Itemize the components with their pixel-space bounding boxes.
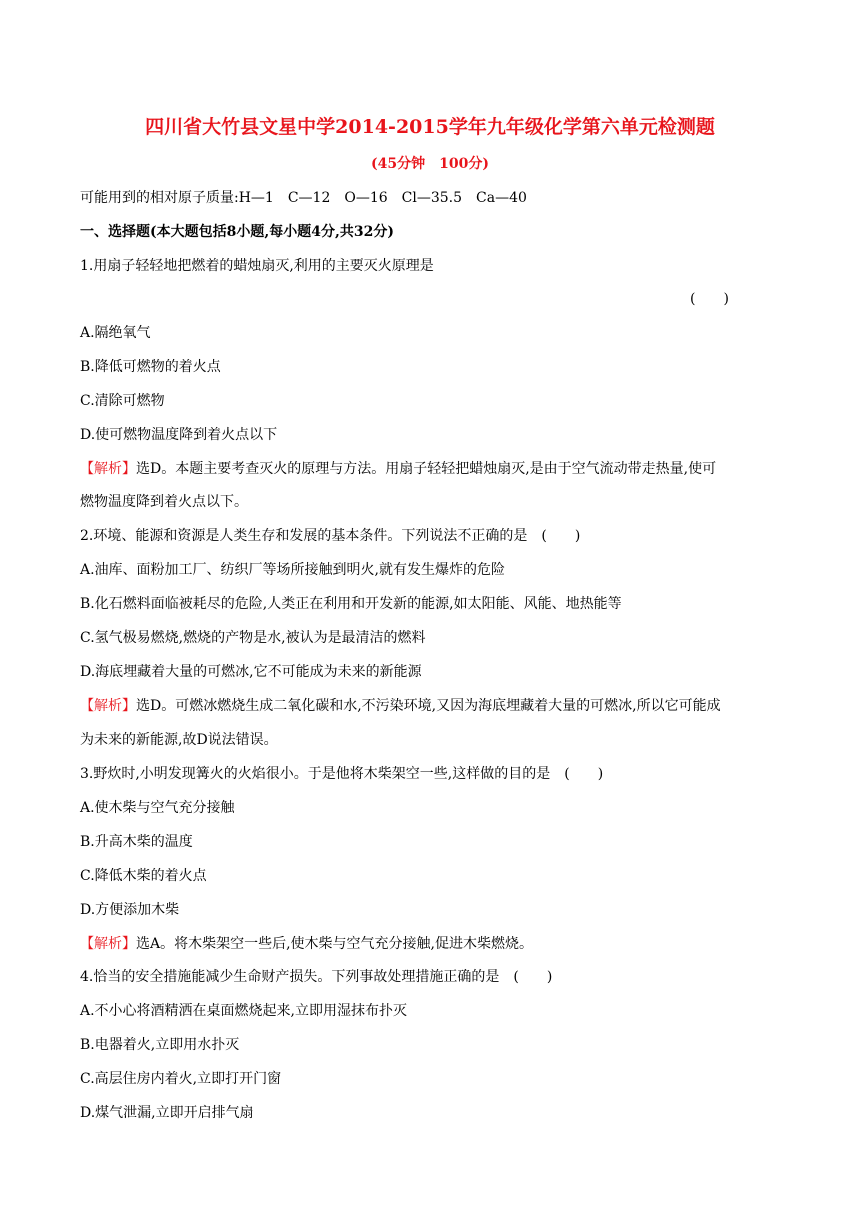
analysis-text: 选A。将木柴架空一些后,使木柴与空气充分接触,促进木柴燃烧。 xyxy=(136,936,534,952)
question-2-analysis xyxy=(80,697,721,715)
question-4-option-b: B.电器着火,立即用水扑灭 xyxy=(80,1037,240,1053)
analysis-tag: 【解析】 xyxy=(80,936,136,952)
question-2-stem: 2.环境、能源和资源是人类生存和发展的基本条件。下列说法不正确的是 ( ) xyxy=(80,528,581,544)
question-3-option-c: C.降低木柴的着火点 xyxy=(80,868,207,884)
question-1-option-a: A.隔绝氧气 xyxy=(80,325,151,341)
question-4-option-a: A.不小心将酒精洒在桌面燃烧起来,立即用湿抹布扑灭 xyxy=(80,1003,408,1019)
question-3-stem: 3.野炊时,小明发现篝火的火焰很小。于是他将木柴架空一些,这样做的目的是 ( ) xyxy=(80,766,604,782)
section-heading: 一、选择题(本大题包括8小题,每小题4分,共32分) xyxy=(80,224,394,240)
atomic-masses-note: 可能用到的相对原子质量:H—1 C—12 O—16 Cl—35.5 Ca—40 xyxy=(80,190,527,206)
question-1-option-b: B.降低可燃物的着火点 xyxy=(80,359,221,375)
document-title: 四川省大竹县文星中学2014-2015学年九年级化学第六单元检测题 xyxy=(145,116,715,138)
question-3-option-b: B.升高木柴的温度 xyxy=(80,834,193,850)
analysis-text: 选D。本题主要考查灭火的原理与方法。用扇子轻轻把蜡烛扇灭,是由于空气流动带走热量,使可 xyxy=(136,461,717,477)
analysis-tag: 【解析】 xyxy=(80,698,136,714)
question-1-answer-blank: ( ) xyxy=(690,291,729,307)
question-1-stem: 1.用扇子轻轻地把燃着的蜡烛扇灭,利用的主要灭火原理是 xyxy=(80,258,434,274)
question-1-analysis-cont: 燃物温度降到着火点以下。 xyxy=(80,494,248,510)
question-1-analysis xyxy=(80,460,716,478)
analysis-tag: 【解析】 xyxy=(80,461,136,477)
question-4-option-c: C.高层住房内着火,立即打开门窗 xyxy=(80,1071,282,1087)
question-4-option-d: D.煤气泄漏,立即开启排气扇 xyxy=(80,1105,254,1121)
question-1-option-c: C.清除可燃物 xyxy=(80,393,165,409)
question-2-analysis-cont: 为未来的新能源,故D说法错误。 xyxy=(80,732,278,748)
question-1-option-d: D.使可燃物温度降到着火点以下 xyxy=(80,427,278,443)
question-2-option-c: C.氢气极易燃烧,燃烧的产物是水,被认为是最清洁的燃料 xyxy=(80,630,426,646)
question-3-option-d: D.方便添加木柴 xyxy=(80,902,180,918)
question-3-analysis xyxy=(80,935,533,953)
question-4-stem: 4.恰当的安全措施能减少生命财产损失。下列事故处理措施正确的是 ( ) xyxy=(80,969,553,985)
analysis-text: 选D。可燃冰燃烧生成二氧化碳和水,不污染环境,又因为海底埋藏着大量的可燃冰,所以它可能成 xyxy=(136,698,721,714)
exam-duration-score: (45分钟 100分) xyxy=(371,156,489,172)
question-2-option-b: B.化石燃料面临被耗尽的危险,人类正在利用和开发新的能源,如太阳能、风能、地热能等 xyxy=(80,596,622,612)
question-2-option-d: D.海底埋藏着大量的可燃冰,它不可能成为未来的新能源 xyxy=(80,664,422,680)
question-2-option-a: A.油库、面粉加工厂、纺织厂等场所接触到明火,就有发生爆炸的危险 xyxy=(80,562,506,578)
question-3-option-a: A.使木柴与空气充分接触 xyxy=(80,800,235,816)
